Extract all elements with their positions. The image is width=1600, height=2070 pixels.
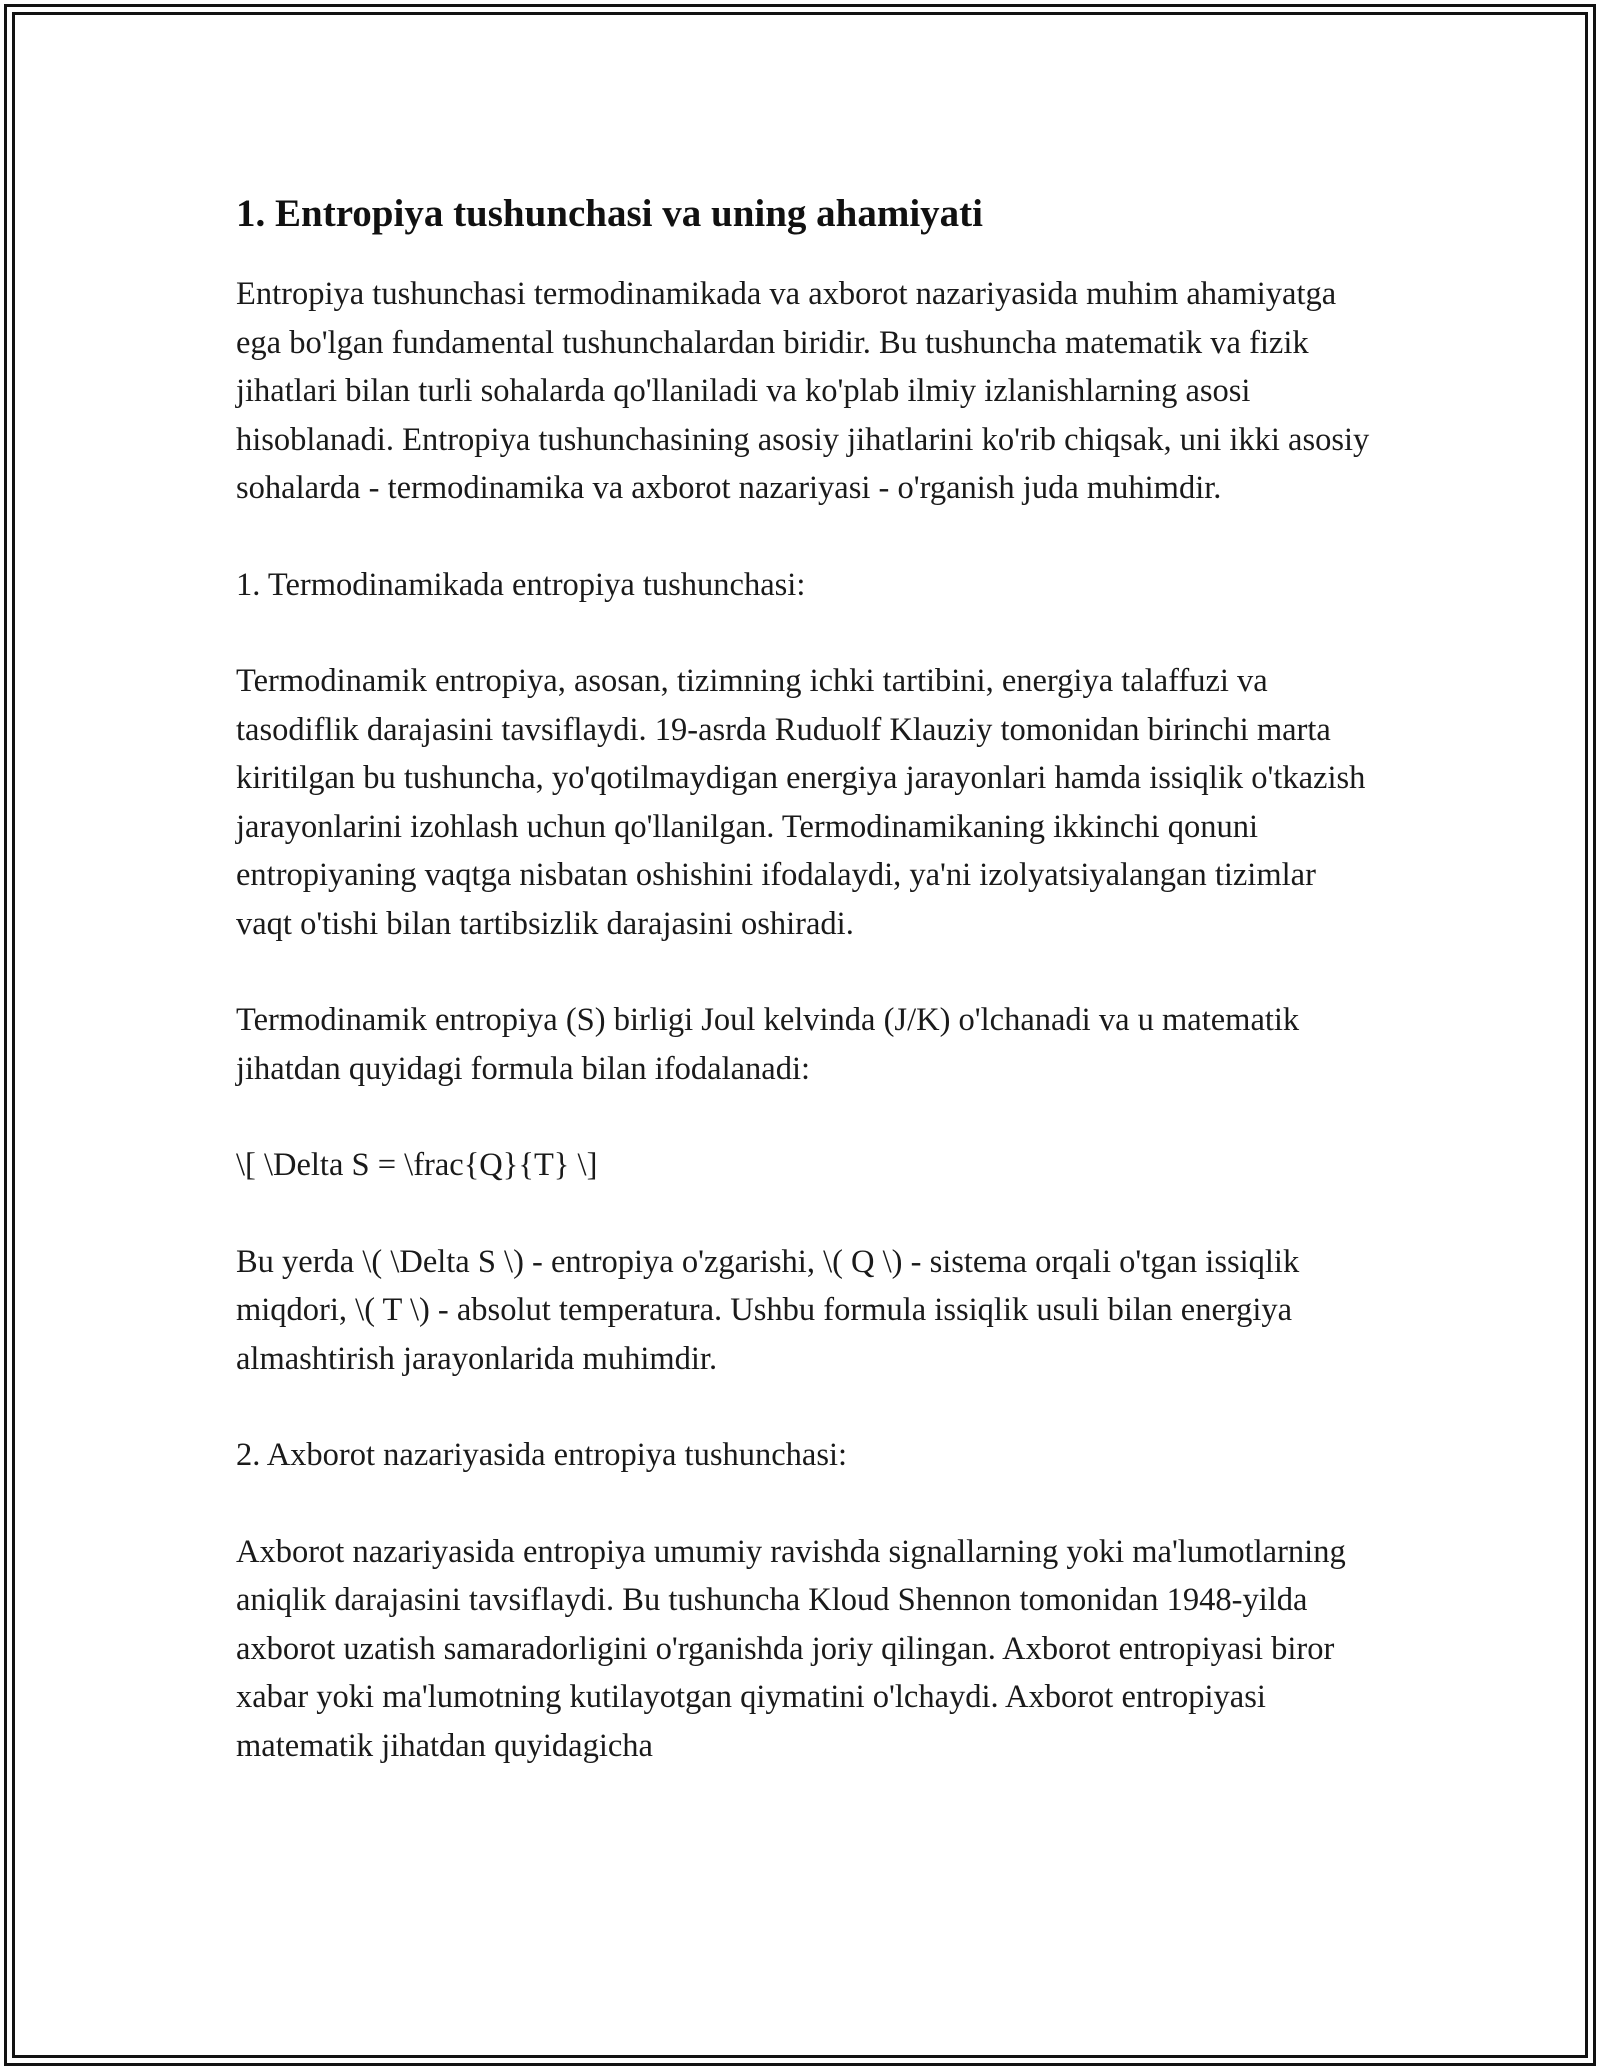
subheading-information-theory: 2. Axborot nazariyasida entropiya tushunchasi: [236, 1437, 848, 1473]
paragraph-information-entropy: Axborot nazariyasida entropiya umumiy ravishda signallarning yoki ma'lumotlarning aniqlik darajasini tavsiflaydi. Bu tushuncha Kloud Shennon tomonidan 1948-yilda axborot uzatish samaradorligini o'rganishda joriy qilingan. Axborot entropiyasi biror xabar yoki ma'lumotning kutilayotgan qiymatini o'lchaydi. Axborot entropiyasi matematik jihatdan quyidagicha [236, 1533, 1346, 1764]
paragraph-thermodynamic-entropy: Termodinamik entropiya, asosan, tizimning ichki tartibini, energiya talaffuzi va tasodiflik darajasini tavsiflaydi. 19-asrda Ruduolf Klauziy tomonidan birinchi marta kiritilgan bu tushuncha, yo'qotilmaydigan energiya jarayonlari hamda issiqlik o'tkazish jarayonlarini izohlash uchun qo'llanilgan. Termodinamikaning ikkinchi qonuni entropiyaning vaqtga nisbatan oshishini ifodalaydi, ya'ni izolyatsiyalangan tizimlar vaqt o'tishi bilan tartibsizlik darajasini oshiradi. [236, 663, 1366, 942]
paragraph-entropy-units: Termodinamik entropiya (S) birligi Joul kelvinda (J/K) o'lchanadi va u matematik jihatdan quyidagi formula bilan ifodalanadi: [236, 1002, 1300, 1087]
paragraph-intro: Entropiya tushunchasi termodinamikada va axborot nazariyasida muhim ahamiyatga ega bo'lgan fundamental tushunchalardan biridir. Bu tushuncha matematik va fizik jihatlari bilan turli sohalarda qo'llaniladi va ko'plab ilmiy izlanishlarning asosi hisoblanadi. Entropiya tushunchasining asosiy jihatlarini ko'rib chiqsak, uni ikki asosiy sohalarda - termodinamika va axborot nazariyasi - o'rganish juda muhimdir. [236, 276, 1370, 506]
document-body [236, 188, 1376, 1818]
subheading-thermodynamics: 1. Termodinamikada entropiya tushunchasi: [236, 566, 806, 603]
formula-entropy: \[ \Delta S = \frac{Q}{T} \] [236, 1147, 598, 1183]
section-heading: 1. Entropiya tushunchasi va uning ahamiyati [236, 192, 983, 235]
paragraph-formula-explanation: Bu yerda \( \Delta S \) - entropiya o'zgarishi, \( Q \) - sistema orqali o'tgan issiqlik miqdori, \( T \) - absolut temperatura. Ushbu formula issiqlik usuli bilan energiya almashtirish jarayonlarida muhimdir. [236, 1243, 1300, 1377]
